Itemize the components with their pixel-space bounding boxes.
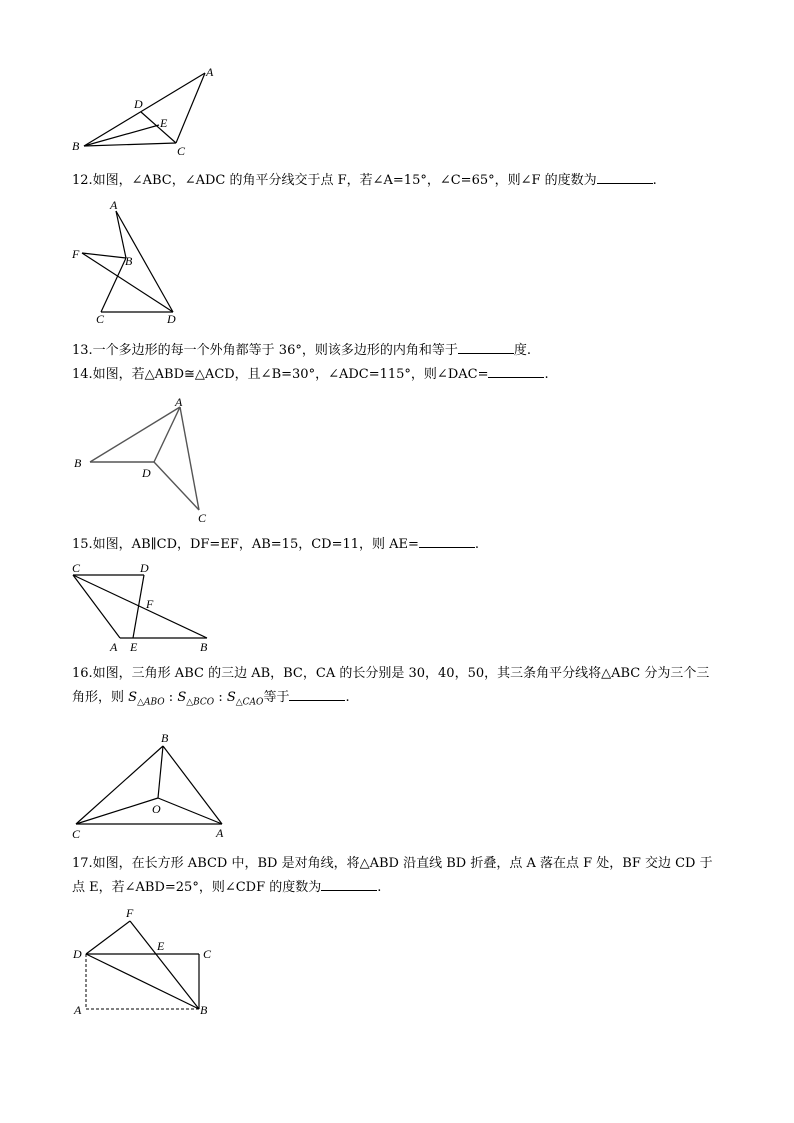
question-16 bbox=[72, 662, 724, 715]
q16-area-3 bbox=[226, 690, 264, 708]
fig11-label-B: B bbox=[72, 139, 80, 153]
fig11-label-D: D bbox=[134, 97, 143, 111]
q15-text: 15.如图，AB∥CD，DF=EF，AB=15，CD=11，则 AE= bbox=[72, 537, 419, 552]
q17-answer-blank[interactable] bbox=[321, 878, 377, 891]
fig16-label-C: C bbox=[72, 827, 81, 841]
q17-tail: . bbox=[377, 880, 382, 895]
fig14-label-C: C bbox=[198, 511, 207, 525]
question-14 bbox=[72, 365, 549, 384]
question-13 bbox=[72, 341, 531, 360]
fig15-label-A: A bbox=[110, 640, 118, 654]
fig16-label-O: O bbox=[152, 802, 161, 816]
fig14-label-B: B bbox=[74, 456, 82, 470]
question-12 bbox=[72, 171, 657, 190]
fig11-label-C: C bbox=[177, 144, 186, 158]
q13-text: 13.一个多边形的每一个外角都等于 36°，则该多边形的内角和等于 bbox=[72, 343, 458, 358]
q17-line1: 17.如图，在长方形 ABCD 中，BD 是对角线，将△ABD 沿直线 BD 折叠，点 A 落在点 F 处，BF 交边 CD 于 bbox=[72, 856, 713, 871]
question-15 bbox=[72, 535, 479, 554]
fig15-label-B: B bbox=[200, 640, 208, 654]
q16-s3: S bbox=[226, 690, 236, 705]
fig12-label-A: A bbox=[110, 198, 118, 212]
fig12-label-F: F bbox=[72, 247, 80, 261]
fig17-label-B: B bbox=[200, 1003, 208, 1017]
fig11-label-A: A bbox=[206, 65, 214, 79]
q16-s2: S bbox=[177, 690, 187, 705]
q16-colon2: : bbox=[214, 690, 227, 705]
q12-tail: . bbox=[652, 173, 657, 188]
q13-tail: 度. bbox=[513, 343, 531, 358]
fig16-label-A: A bbox=[216, 826, 224, 840]
q16-sub2: △BCO bbox=[186, 697, 215, 708]
fig17-label-F: F bbox=[126, 906, 134, 920]
q16-tail: . bbox=[345, 690, 350, 705]
q14-text: 14.如图，若△ABD≅△ACD，且∠B=30°，∠ADC=115°，则∠DAC= bbox=[72, 367, 489, 382]
q16-colon1: : bbox=[164, 690, 178, 705]
q16-line2-pre: 角形，则 bbox=[72, 690, 125, 705]
q17-line2 bbox=[72, 876, 724, 900]
q16-area-2 bbox=[177, 690, 215, 708]
fig16-label-B: B bbox=[161, 731, 169, 745]
fig17-label-E: E bbox=[157, 939, 165, 953]
q15-tail: . bbox=[474, 537, 480, 552]
q17-line2-text: 点 E，若∠ABD=25°，则∠CDF 的度数为 bbox=[72, 880, 322, 895]
fig12-label-D: D bbox=[167, 312, 176, 326]
q16-line1: 16.如图，三角形 ABC 的三边 AB，BC，CA 的长分别是 30，40，50，其三条角平分线将△ABC 分为三个三 bbox=[72, 666, 710, 681]
fig17-label-A: A bbox=[74, 1003, 82, 1017]
q12-text: 12.如图，∠ABC，∠ADC 的角平分线交于点 F，若∠A=15°，∠C=65°，则∠F 的度数为 bbox=[72, 173, 597, 188]
q13-answer-blank[interactable] bbox=[458, 341, 514, 354]
q12-answer-blank[interactable] bbox=[597, 171, 653, 184]
fig15-label-D: D bbox=[140, 561, 149, 575]
q16-answer-blank[interactable] bbox=[289, 688, 345, 701]
fig14-label-D: D bbox=[142, 466, 151, 480]
q16-sub1: △ABO bbox=[137, 697, 165, 708]
q16-line2-post: 等于 bbox=[263, 690, 290, 705]
fig15-label-C: C bbox=[72, 561, 81, 575]
q16-s1: S bbox=[128, 690, 138, 705]
fig15-label-E: E bbox=[130, 640, 138, 654]
q14-answer-blank[interactable] bbox=[488, 365, 544, 378]
question-17 bbox=[72, 852, 724, 900]
q14-tail: . bbox=[544, 367, 549, 382]
fig17-label-C: C bbox=[203, 947, 212, 961]
q16-sub3: △CAO bbox=[235, 697, 264, 708]
fig11-label-E: E bbox=[160, 116, 168, 130]
q15-answer-blank[interactable] bbox=[419, 535, 475, 548]
fig15-label-F: F bbox=[146, 597, 154, 611]
q16-area-1 bbox=[128, 690, 165, 708]
fig17-label-D: D bbox=[73, 947, 82, 961]
fig14-label-A: A bbox=[175, 395, 183, 409]
q16-line2 bbox=[72, 686, 724, 715]
fig12-label-C: C bbox=[96, 312, 105, 326]
fig12-label-B: B bbox=[125, 254, 133, 268]
